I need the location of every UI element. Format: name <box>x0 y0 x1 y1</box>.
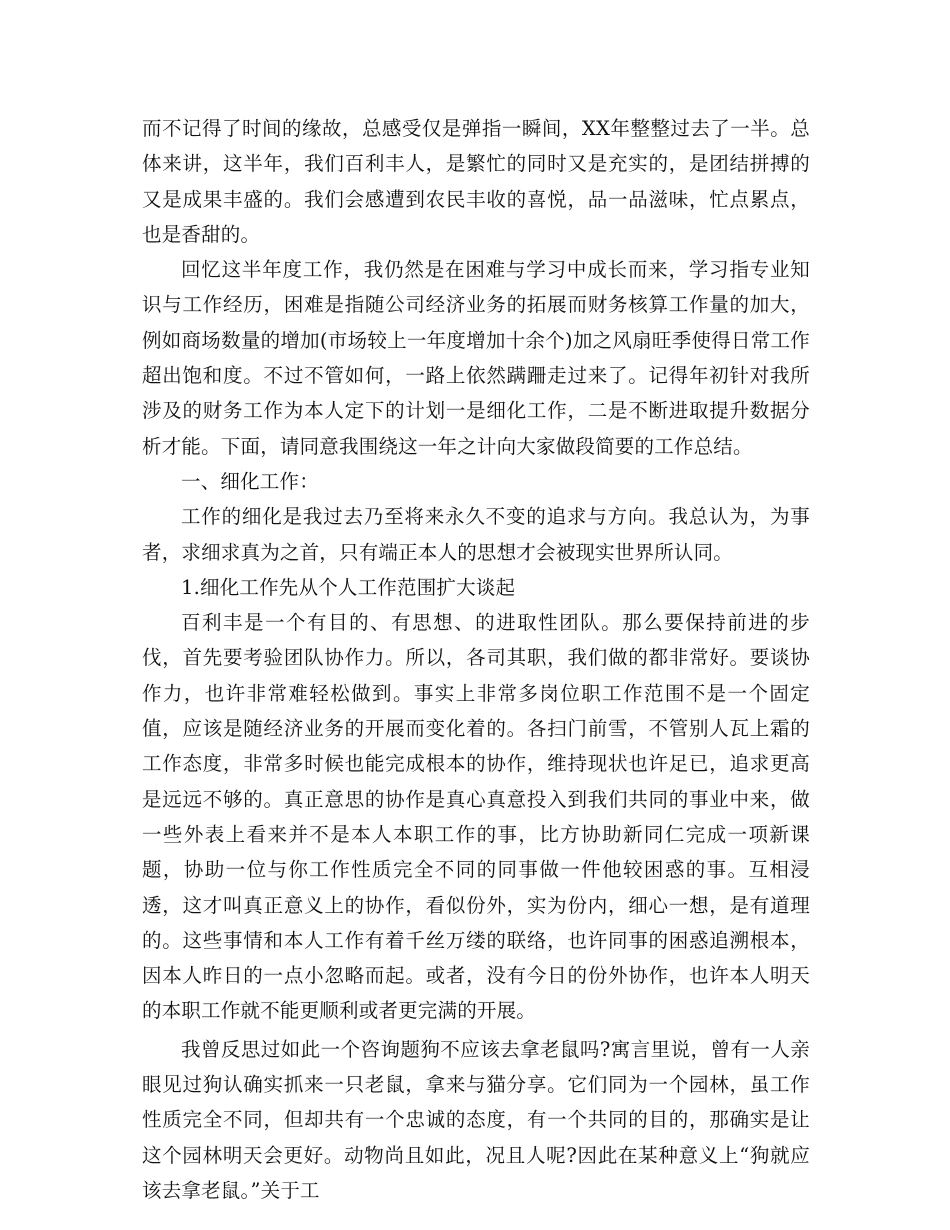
section-heading-refine-work: 一、细化工作： <box>181 469 319 493</box>
paragraph-refine-goal: 工作的细化是我过去乃至将来永久不变的追求与方向。我总认为，为事者，求细求真为之首，只有端正本人的思想才会被现实世界所认同。 <box>142 505 810 564</box>
document-page <box>142 111 810 1208</box>
paragraph-dog-fable: 我曾反思过如此一个咨询题狗不应该去拿老鼠吗?寓言里说，曾有一人亲眼见过狗认确实抓来一只老鼠，拿来与猫分享。它们同为一个园林，虽工作性质完全不同，但却共有一个忠诚的态度，有一个共同的目的，那确实是让这个园林明天会更好。动物尚且如此，况且人呢?因此在某种意义上“狗就应该去拿老鼠。”关于工 <box>142 1037 810 1202</box>
paragraph-review: 回忆这半年度工作，我仍然是在困难与学习中成长而来，学习指专业知识与工作经历，困难是指随公司经济业务的拓展而财务核算工作量的加大，例如商场数量的增加(市场较上一年度增加十余个)加之风扇旺季使得日常工作超出饱和度。不过不管如何，一路上依然蹒跚走过来了。记得年初针对我所涉及的财务工作为本人定下的计划一是细化工作，二是不断进取提升数据分析才能。下面，请同意我围绕这一年之计向大家做段简要的工作总结。 <box>142 258 810 458</box>
subheading-scope: 1.细化工作先从个人工作范围扩大谈起 <box>181 575 516 599</box>
paragraph-teamwork: 百利丰是一个有目的、有思想、的进取性团队。那么要保持前进的步伐，首先要考验团队协作力。所以，各司其职，我们做的都非常好。要谈协作力，也许非常难轻松做到。事实上非常多岗位职工作范围不是一个固定值，应该是随经济业务的开展而变化着的。各扫门前雪，不管别人瓦上霜的工作态度，非常多时候也能完成根本的协作，维持现状也许足已，追求更高是远远不够的。真正意思的协作是真心真意投入到我们共同的事业中来，做一些外表上看来并不是本人本职工作的事，比方协助新同仁完成一项新课题，协助一位与你工作性质完全不同的同事做一件他较困惑的事。互相浸透，这才叫真正意义上的协作，看似份外，实为份内，细心一想，是有道理的。这些事情和本人工作有着千丝万缕的联络，也许同事的困惑追溯根本，因本人昨日的一点小忽略而起。或者，没有今日的份外协作，也许本人明天的本职工作就不能更顺利或者更完满的开展。 <box>142 611 810 1023</box>
paragraph-intro: 而不记得了时间的缘故，总感受仅是弹指一瞬间，XX年整整过去了一半。总体来讲，这半年，我们百利丰人，是繁忙的同时又是充实的，是团结拼搏的又是成果丰盛的。我们会感遭到农民丰收的喜悦，品一品滋味，忙点累点，也是香甜的。 <box>142 117 810 246</box>
